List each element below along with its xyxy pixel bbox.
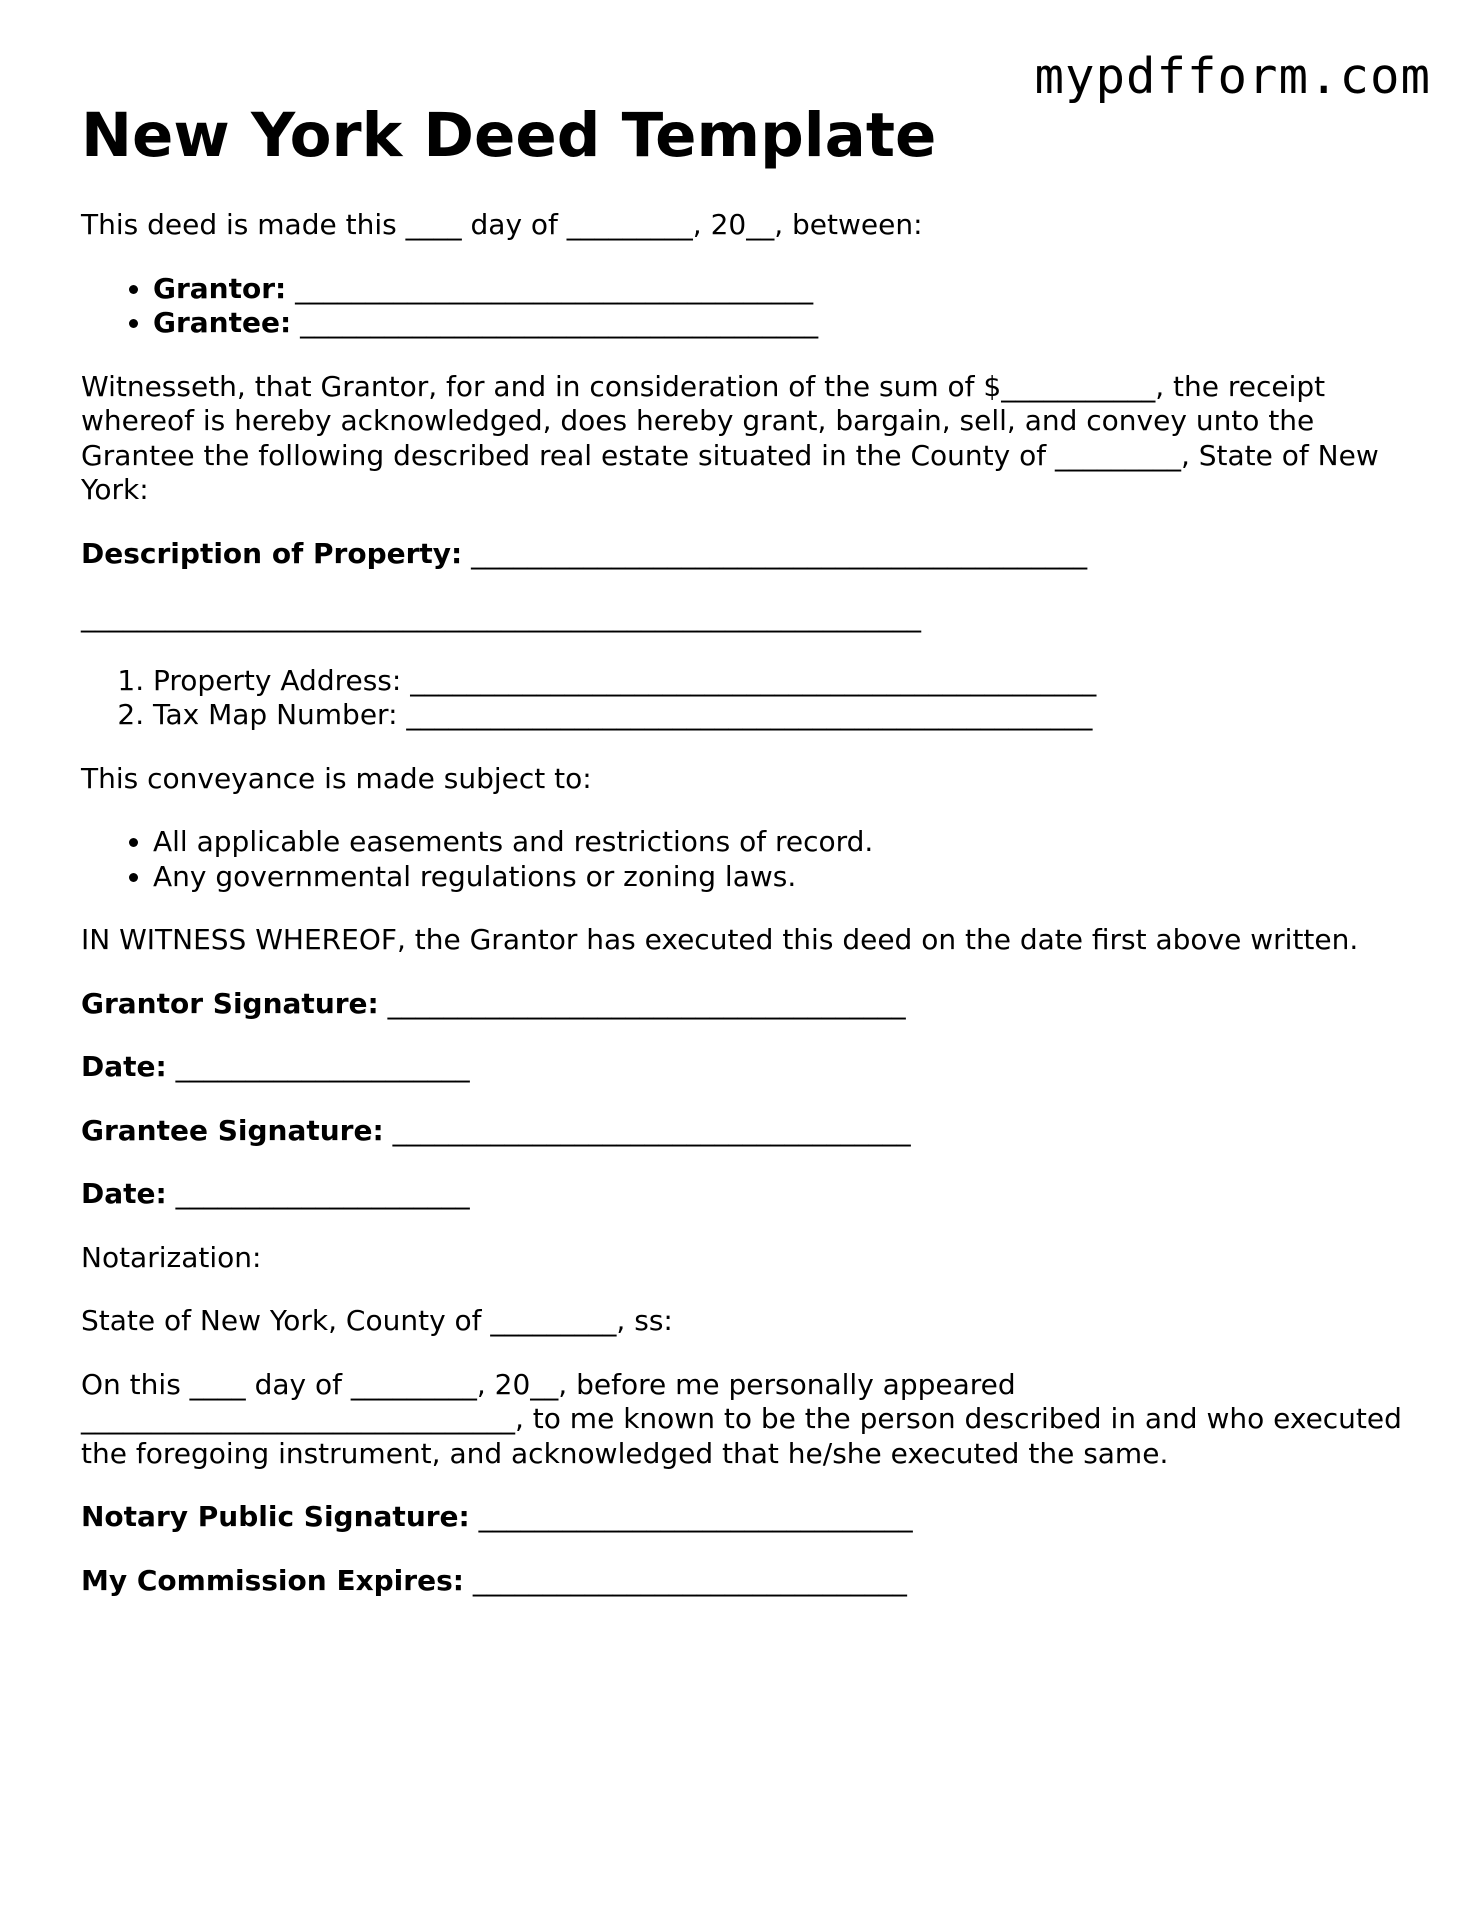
grantee-date-blank: _____________________: [175, 1177, 470, 1210]
notarization-heading: Notarization:: [81, 1240, 262, 1274]
notary-state-line: State of New York, County of _________, ss:: [81, 1304, 673, 1337]
notary-signature-blank: _______________________________: [478, 1500, 913, 1533]
in-witness-paragraph: IN WITNESS WHEREOF, the Grantor has executed this deed on the date first above written.: [81, 923, 1359, 956]
commission-blank: _______________________________: [472, 1563, 907, 1597]
notary-signature-line: [81, 1500, 1411, 1535]
notary-body-paragraph: On this ____ day of _________, 20__, before me personally appeared _______________________________, to me known to be the person described in and who executed the foregoing instrument, and acknowledged that he/she executed the same.: [81, 1367, 1402, 1470]
grantee-item: [153, 306, 1411, 341]
subject-item: • All applicable easements and restrictions of record.: [153, 825, 1411, 860]
grantor-date-blank: _____________________: [175, 1050, 470, 1083]
grantee-blank: _____________________________________: [300, 306, 819, 339]
grantee-signature-blank: _____________________________________: [392, 1113, 911, 1147]
description-line-2: ____________________________________________________________: [81, 600, 921, 633]
document-title: New York Deed Template: [81, 100, 937, 171]
parties-list: [81, 272, 1411, 341]
grantee-date-label: Date:: [81, 1177, 167, 1210]
description-label: Description of Property:: [81, 536, 463, 570]
subject-intro: This conveyance is made subject to:: [81, 761, 592, 795]
grantee-label: Grantee:: [153, 306, 292, 339]
description-of-property: [81, 537, 1411, 572]
grantor-date-line: [81, 1050, 1411, 1085]
watermark: mypdfform.com: [1034, 48, 1431, 105]
document-body: [81, 208, 1411, 1627]
subject-item: • Any governmental regulations or zoning laws.: [153, 860, 1411, 895]
grantor-date-label: Date:: [81, 1050, 167, 1083]
grantor-signature-line: [81, 987, 1411, 1022]
grantee-date-line: [81, 1177, 1411, 1212]
intro-paragraph: This deed is made this ____ day of _________, 20__, between:: [81, 208, 923, 241]
tax-map-number-item: 2. Tax Map Number: _________________________________________________: [153, 698, 1411, 733]
property-address-item: 1. Property Address: _________________________________________________: [153, 664, 1411, 699]
description-blank: ____________________________________________: [471, 536, 1088, 570]
grantor-signature-blank: _____________________________________: [387, 986, 906, 1020]
grantee-signature-label: Grantee Signature:: [81, 1113, 384, 1147]
commission-label: My Commission Expires:: [81, 1563, 464, 1597]
grantor-label: Grantor:: [153, 271, 287, 305]
grantor-signature-label: Grantor Signature:: [81, 986, 379, 1020]
grantee-signature-line: [81, 1114, 1411, 1149]
grantor-item: [153, 272, 1411, 307]
property-list: [81, 664, 1411, 733]
witnesseth-paragraph: Witnesseth, that Grantor, for and in consideration of the sum of $___________, the receipt whereof is hereby acknowledged, does hereby grant, bargain, sell, and convey unto the Grantee the following described real estate situated in the County of _________, State of New York:: [81, 369, 1379, 506]
grantor-blank: _____________________________________: [295, 271, 814, 305]
notary-signature-label: Notary Public Signature:: [81, 1500, 470, 1533]
commission-expires-line: [81, 1564, 1411, 1599]
subject-list: [81, 825, 1411, 894]
